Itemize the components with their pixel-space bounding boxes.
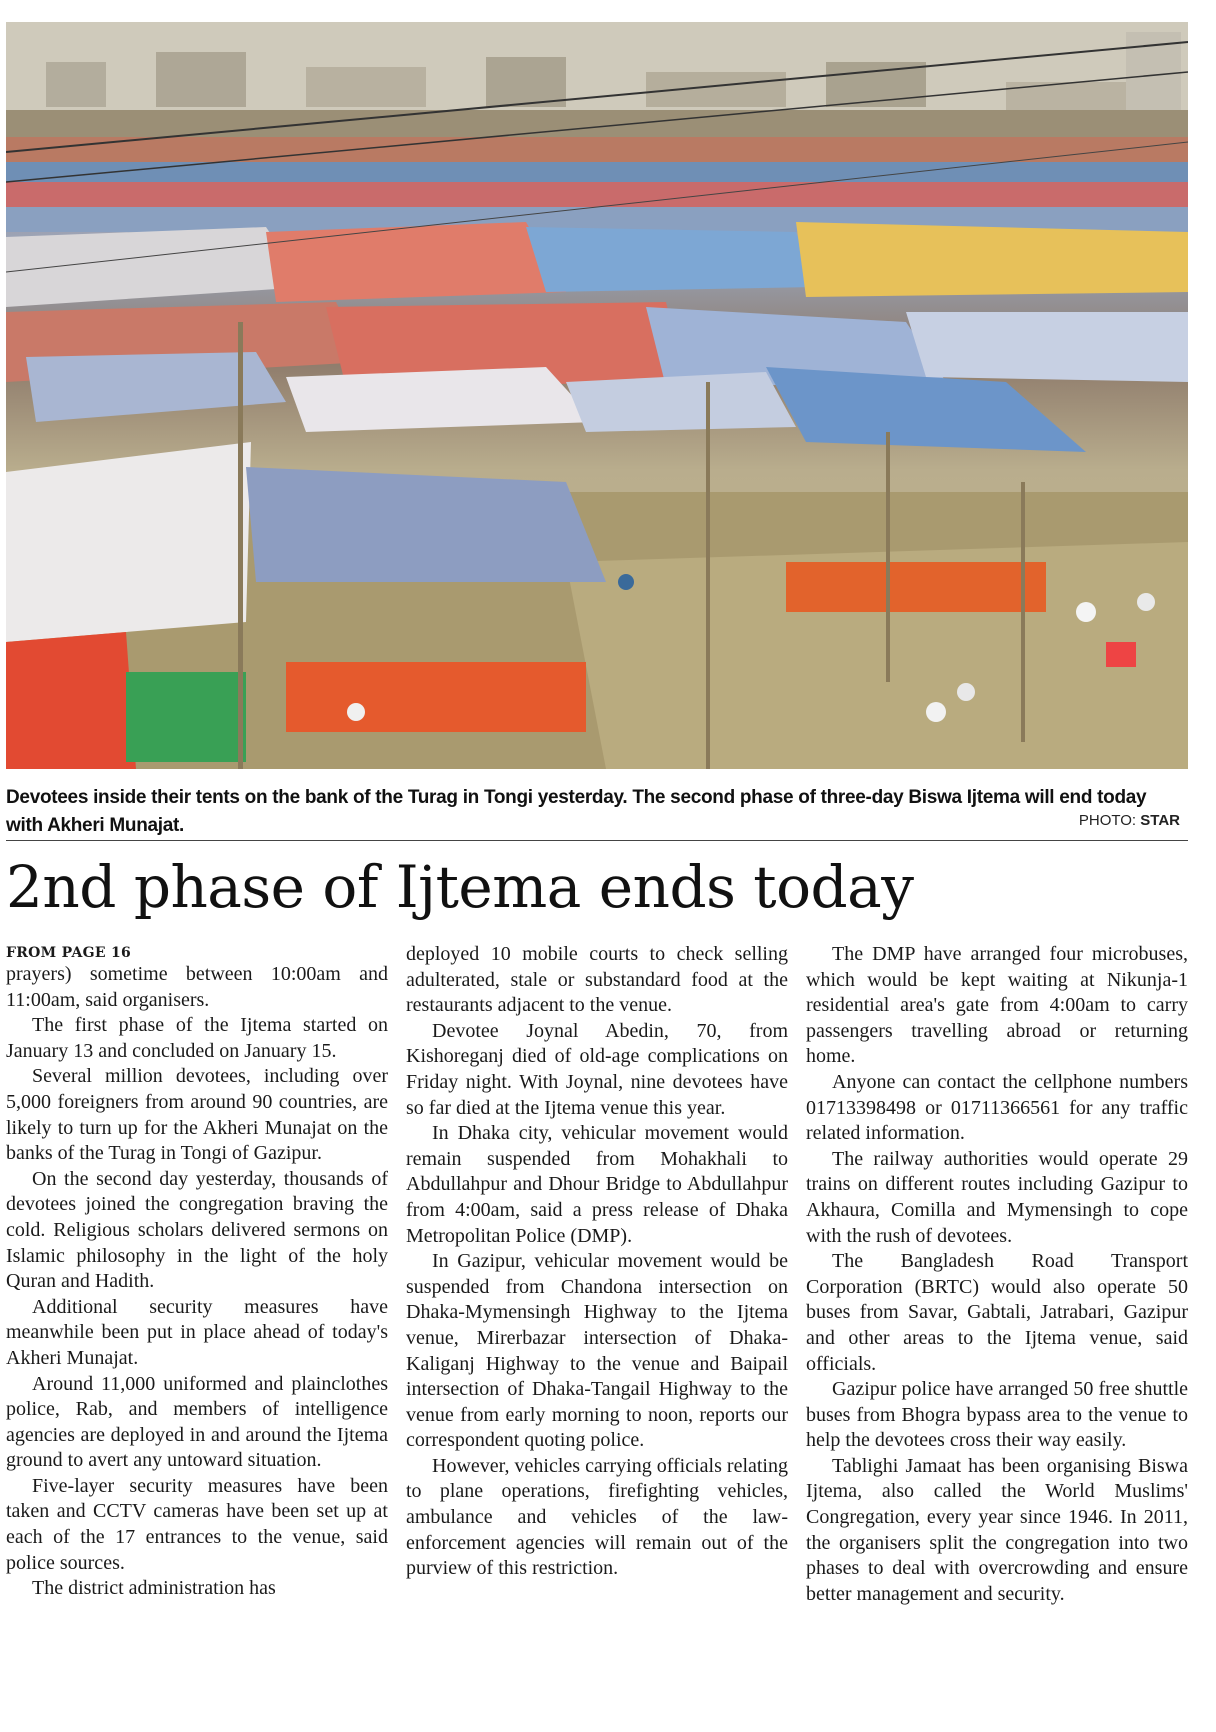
caption-divider (6, 840, 1188, 841)
tent-field-illustration (6, 22, 1188, 769)
paragraph: In Dhaka city, vehicular movement would remain suspended from Mohakhali to Abdullahpur and Dhour Bridge to Abdullahpur from 4:00am, said a press release of Dhaka Metropolitan Police (DMP). (406, 1122, 788, 1247)
paragraph: The district administration has (32, 1577, 276, 1600)
jump-label: FROM PAGE 16 (6, 945, 132, 961)
photo-caption: Devotees inside their tents on the bank of the Turag in Tongi yesterday. The second phase of three-day Biswa Ijtema will end today with Akheri Munajat. (6, 787, 1147, 836)
article-body (6, 942, 1188, 1732)
photo-credit-source: STAR (1140, 812, 1180, 829)
tent-field-photo (6, 22, 1188, 769)
paragraph: Additional security measures have meanwhile been put in place ahead of today's Akheri Munajat. (6, 1295, 388, 1369)
paragraph: Gazipur police have arranged 50 free shuttle buses from Bhogra bypass area to the venue to help the devotees cross their way easily. (806, 1378, 1188, 1452)
article-column-2 (406, 942, 788, 1732)
paragraph: deployed 10 mobile courts to check selling adulterated, stale or substandard food at the restaurants adjacent to the venue. (406, 943, 788, 1017)
photo-credit-label: PHOTO: (1078, 812, 1137, 829)
paragraph: The DMP have arranged four microbuses, which would be kept waiting at Nikunja-1 residential area's gate from 4:00am to carry passengers travelling abroad or returning home. (806, 943, 1188, 1068)
paragraph: On the second day yesterday, thousands of devotees joined the congregation braving the cold. Religious scholars delivered sermons on Islamic philosophy in the light of the holy Quran and Hadith. (6, 1167, 388, 1293)
article-headline: 2nd phase of Ijtema ends today (6, 853, 914, 921)
paragraph: Devotee Joynal Abedin, 70, from Kishoreganj died of old-age complications on Friday night. With Joynal, nine devotees have so far died at the Ijtema venue this year. (406, 1019, 788, 1119)
paragraph: prayers) sometime between 10:00am and 11:00am, said organisers. (6, 963, 388, 1011)
paragraph: Anyone can contact the cellphone numbers 01713398498 or 01711366561 for any traffic related information. (806, 1070, 1188, 1145)
article-column-1 (6, 942, 388, 1732)
paragraph: In Gazipur, vehicular movement would be suspended from Chandona intersection on Dhaka-Mymensingh Highway to the Ijtema venue, Mirerbazar intersection of Dhaka-Kaliganj Highway to the venue and Baipail intersection of Dhaka-Tangail Highway to the venue from early morning to noon, reports our correspondent quoting police. (406, 1250, 788, 1452)
article-column-3 (806, 942, 1188, 1732)
paragraph: The first phase of the Ijtema started on January 13 and concluded on January 15. (6, 1014, 388, 1062)
paragraph: Around 11,000 uniformed and plainclothes police, Rab, and members of intelligence agencies are deployed in and around the Ijtema ground to avert any untoward situation. (6, 1372, 388, 1472)
paragraph: Five-layer security measures have been taken and CCTV cameras have been set up at each of the 17 entrances to the venue, said police sources. (6, 1474, 388, 1574)
paragraph: However, vehicles carrying officials relating to plane operations, firefighting vehicles, ambulance and vehicles of the law-enforcement agencies will remain out of the purview of this restriction. (406, 1454, 788, 1580)
paragraph: Tablighi Jamaat has been organising Biswa Ijtema, also called the World Muslims' Congregation, every year since 1946. In 2011, the organisers split the congregation into two phases to deal with overcrowding and ensure better management and security. (806, 1454, 1188, 1605)
paragraph: The railway authorities would operate 29 trains on different routes including Gazipur to Akhaura, Comilla and Mymensingh to cope with the rush of devotees. (806, 1147, 1188, 1247)
photo-credit (1079, 812, 1180, 829)
paragraph: The Bangladesh Road Transport Corporation (BRTC) would also operate 50 buses from Savar, Gabtali, Jatrabari, Gazipur and other areas to the Ijtema venue, said officials. (806, 1250, 1188, 1375)
paragraph: Several million devotees, including over 5,000 foreigners from around 90 countries, are likely to turn up for the Akheri Munajat on the banks of the Turag in Tongi of Gazipur. (6, 1065, 388, 1165)
newspaper-page (6, 22, 1188, 1605)
